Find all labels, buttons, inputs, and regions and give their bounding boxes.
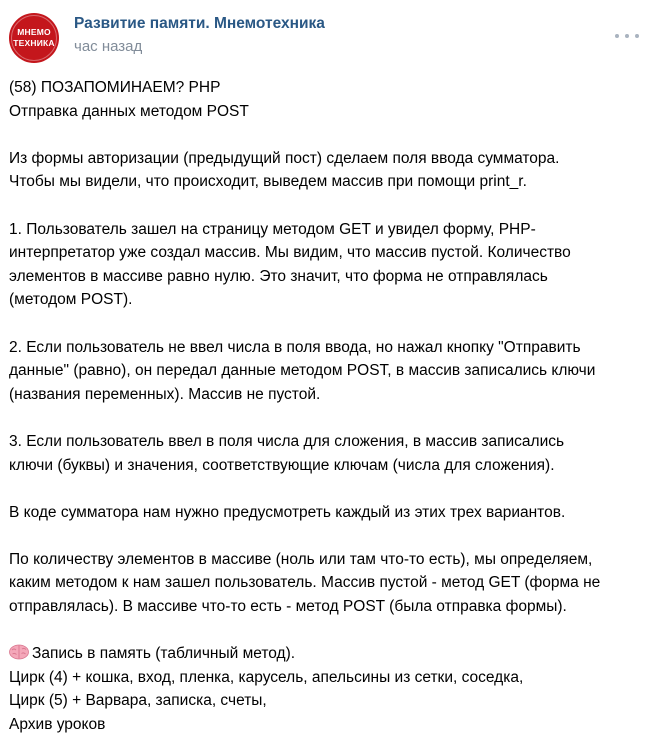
dot	[615, 34, 619, 38]
paragraph-line: Чтобы мы видели, что происходит, выведем массив при помощи print_r.	[9, 173, 527, 191]
paragraph-line: данные" (равно), он передал данные методом POST, в массив записались ключи	[9, 362, 596, 380]
memory-line: Цирк (5) + Варвара, записка, счеты,	[9, 692, 267, 710]
post-title: (58) ПОЗАПОМИНАЕМ? PHP	[9, 79, 221, 96]
memory-label: Запись в память (табличный метод).	[32, 645, 296, 663]
avatar[interactable]	[9, 13, 59, 63]
paragraph-line: (методом POST).	[9, 291, 133, 309]
dot	[625, 34, 629, 38]
memory-line: Цирк (4) + кошка, вход, пленка, карусель, апельсины из сетки, соседка,	[9, 668, 524, 686]
paragraph-line: В коде сумматора нам нужно предусмотреть каждый из этих трех вариантов.	[9, 503, 566, 521]
memory-line: Архив уроков	[9, 716, 106, 734]
memory-heading	[9, 642, 639, 666]
paragraph-line: 3. Если пользователь ввел в поля числа для сложения, в массив записались	[9, 432, 565, 450]
paragraph-line: Из формы авторизации (предыдущий пост) сделаем поля ввода сумматора.	[9, 149, 560, 167]
dot	[635, 34, 639, 38]
brain-icon	[9, 644, 29, 660]
group-name-link[interactable]: Развитие памяти. Мнемотехника	[74, 15, 325, 32]
paragraph-line: По количеству элементов в массиве (ноль или там что-то есть), мы определяем,	[9, 550, 593, 568]
paragraph-line: элементов в массиве равно нулю. Это значит, что форма не отправлялась	[9, 267, 548, 285]
paragraph-line: интерпретатор уже создал массив. Мы видим, что массив пустой. Количество	[9, 244, 571, 262]
paragraph-line: 1. Пользователь зашел на страницу методом GET и увидел форму, PHP-	[9, 220, 536, 238]
avatar-text-bottom: ТЕХНИКА	[13, 38, 55, 48]
post-subtitle: Отправка данных методом POST	[9, 102, 249, 120]
post-text	[9, 76, 639, 737]
more-dots-icon[interactable]	[615, 29, 639, 43]
paragraph-line: ключи (буквы) и значения, соответствующие ключам (числа для сложения).	[9, 456, 555, 474]
avatar-text-top: МНЕМО	[17, 27, 51, 37]
paragraph-line: (названия переменных). Массив не пустой.	[9, 385, 321, 403]
paragraph-line: отправлялась). В массиве что-то есть - метод POST (была отправка формы).	[9, 598, 567, 616]
post-time[interactable]: час назад	[74, 38, 143, 55]
post-header	[9, 13, 643, 59]
paragraph-line: 2. Если пользователь не ввел числа в поля ввода, но нажал кнопку "Отправить	[9, 338, 581, 356]
paragraph-line: каким методом к нам зашел пользователь. Массив пустой - метод GET (форма не	[9, 574, 601, 592]
